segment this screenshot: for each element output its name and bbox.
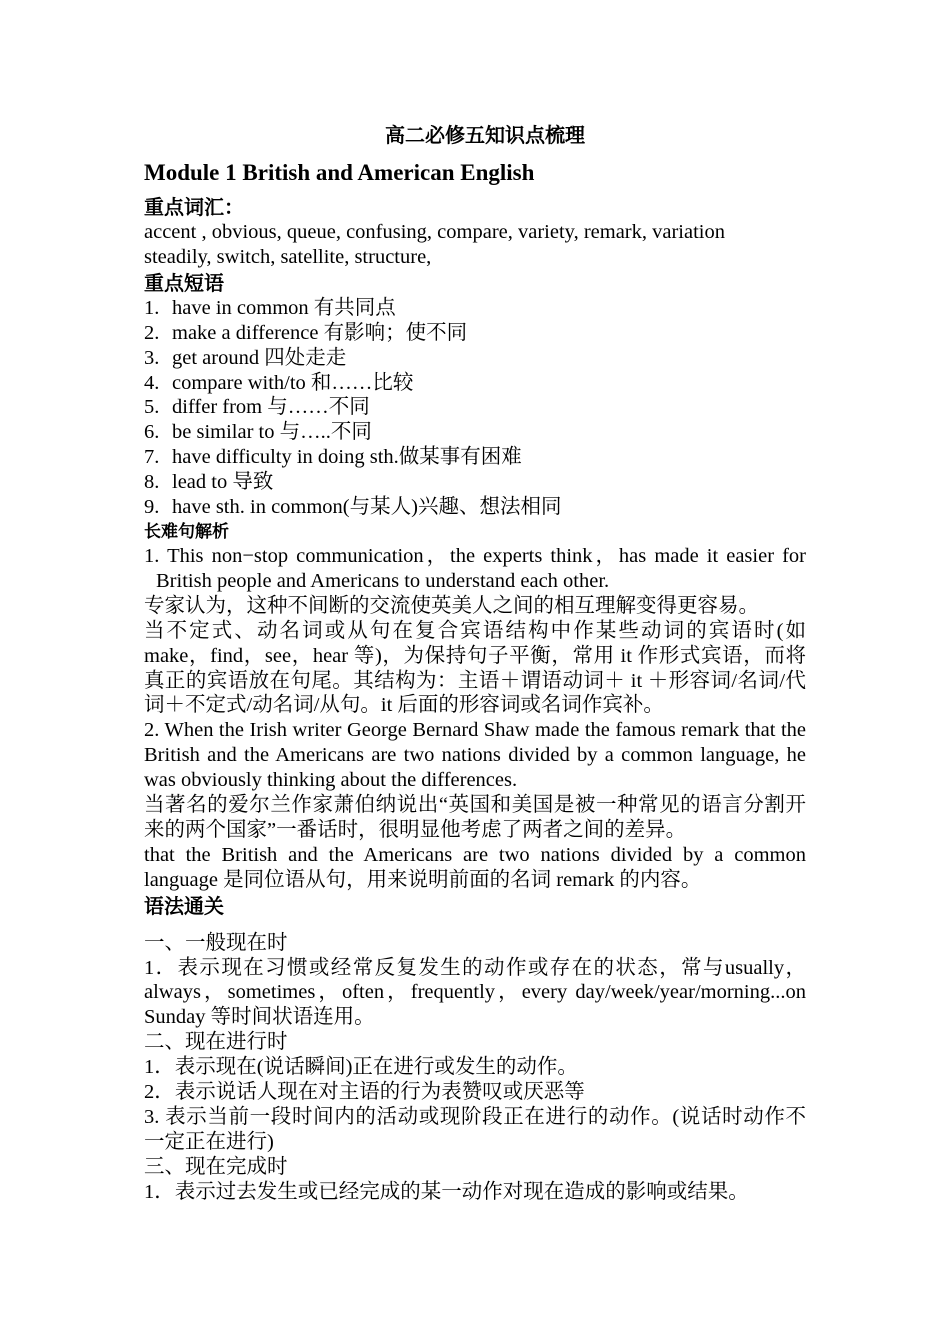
sentences-section (144, 520, 806, 893)
phrase-item: 8. lead to 导致 (144, 471, 274, 494)
phrase-item: 1. have in common 有共同点 (144, 296, 396, 319)
sentence-2-translation: 当著名的爱尔兰作家萧伯纳说出“英国和美国是被一种常见的语言分割开来的两个国家”一番话时，很明显他考虑了两者之间的差异。 (144, 794, 806, 841)
phrase-item: 4. compare with/to 和……比较 (144, 371, 414, 394)
sentence-2-note: that the British and the Americans are two nations divided by a common language 是同位语从句，用来说明前面的名词 remark 的内容。 (144, 843, 806, 891)
grammar-present-continuous-title: 二、现在进行时 (144, 1031, 288, 1054)
phrase-item: 5. differ from 与……不同 (144, 396, 370, 419)
document-page (144, 118, 806, 1205)
phrase-item: 3. get around 四处走走 (144, 346, 347, 369)
grammar-present-continuous-point-1: 1．表示现在(说话瞬间)正在进行或发生的动作。 (144, 1056, 578, 1079)
grammar-present-continuous-point-3: 3. 表示当前一段时间内的活动或现阶段正在进行的动作。(说话时动作不一定正在进行) (144, 1106, 806, 1153)
sentence-1-translation: 专家认为，这种不间断的交流使英美人之间的相互理解变得更容易。 (144, 594, 759, 617)
spacer (144, 919, 806, 931)
document-title: 高二必修五知识点梳理 (385, 123, 585, 147)
phrase-item: 6. be similar to 与…..不同 (144, 421, 372, 444)
phrase-item: 7. have difficulty in doing sth.做某事有困难 (144, 446, 522, 469)
vocab-section (144, 194, 806, 270)
sentence-1-english: 1. This non−stop communication，the experts think，has made it easier for British people and Americans to understand each other. (144, 544, 806, 592)
phrases-section (144, 270, 806, 520)
sentence-2-english: 2. When the Irish writer George Bernard Shaw made the famous remark that the British and the Americans are two nations divided by a common language, he was obviously thinking about the differences. (144, 719, 806, 792)
phrase-list (144, 296, 806, 520)
module-title: Module 1 British and American English (144, 160, 535, 185)
vocab-heading: 重点词汇： (144, 195, 244, 219)
sentence-1-note: 当不定式、动名词或从句在复合宾语结构中作某些动词的宾语时(如make，find，see，hear 等)，为保持句子平衡，常用 it 作形式宾语，而将真正的宾语放在句尾。其结构为：主语＋谓语动词＋ it ＋形容词/名词/代词＋不定式/动名词/从句。it 后面的形容词或名词作宾补。 (144, 619, 806, 717)
grammar-heading: 语法通关 (144, 893, 224, 918)
vocab-line-1: accent , obvious, queue, confusing, compare, variety, remark, variation (144, 221, 725, 243)
vocab-line-2: steadily, switch, satellite, structure, (144, 245, 432, 268)
grammar-present-continuous-point-2: 2．表示说话人现在对主语的行为表赞叹或厌恶等 (144, 1081, 585, 1104)
grammar-present-simple-point-1: 1．表示现在习惯或经常反复发生的动作或存在的状态，常与usually，always，sometimes，often，frequently，every day/week/year/morning...on Sunday 等时间状语连用。 (144, 956, 806, 1029)
grammar-present-perfect-point-1: 1．表示过去发生或已经完成的某一动作对现在造成的影响或结果。 (144, 1180, 749, 1203)
grammar-present-simple-title: 一、一般现在时 (144, 931, 288, 954)
grammar-section (144, 893, 806, 1205)
phrases-heading: 重点短语 (144, 270, 224, 295)
sentences-heading: 长难句解析 (144, 521, 229, 542)
phrase-item: 2. make a difference 有影响；使不同 (144, 321, 468, 344)
grammar-present-perfect-title: 三、现在完成时 (144, 1155, 288, 1178)
phrase-item: 9. have sth. in common(与某人)兴趣、想法相同 (144, 496, 562, 519)
